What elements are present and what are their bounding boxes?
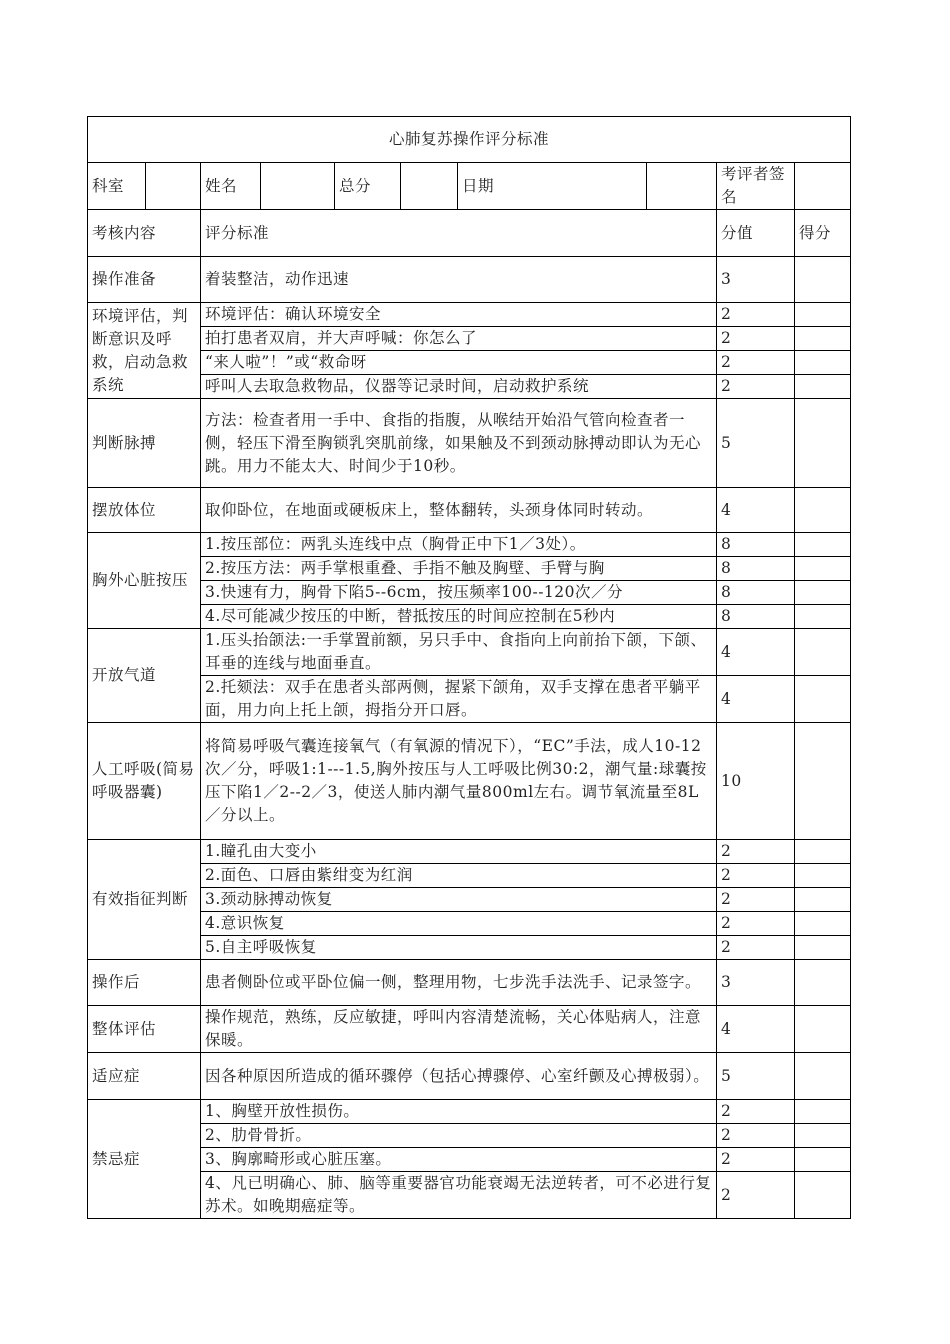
col-header-points: 分值 bbox=[717, 210, 795, 257]
criteria-signs-2: 2.面色、口唇由紫绀变为红润 bbox=[201, 864, 717, 888]
score-field[interactable] bbox=[795, 912, 851, 936]
dept-field[interactable] bbox=[146, 163, 201, 210]
col-header-score: 得分 bbox=[795, 210, 851, 257]
item-env: 环境评估，判断意识及呼救，启动急救系统 bbox=[88, 303, 201, 399]
criteria-contra-1: 1、胸壁开放性损伤。 bbox=[201, 1100, 717, 1124]
points-env-3: 2 bbox=[717, 351, 795, 375]
score-field[interactable] bbox=[795, 840, 851, 864]
item-contra: 禁忌症 bbox=[88, 1100, 201, 1219]
criteria-breath: 将简易呼吸气囊连接氧气（有氧源的情况下），“EC”手法，成人10-12次／分，呼吸1:1---1.5,胸外按压与人工呼吸比例30:2，潮气量:球囊按压下陷1／2--2／3，使送人肺内潮气量800ml左右。调节氧流量至8L／分以上。 bbox=[201, 723, 717, 840]
score-field[interactable] bbox=[795, 1124, 851, 1148]
points-contra-1: 2 bbox=[717, 1100, 795, 1124]
item-prep: 操作准备 bbox=[88, 257, 201, 303]
scoring-table bbox=[87, 116, 851, 1219]
col-header-criteria: 评分标准 bbox=[201, 210, 717, 257]
score-field[interactable] bbox=[795, 888, 851, 912]
examiner-signature-field[interactable] bbox=[795, 163, 851, 210]
score-field[interactable] bbox=[795, 327, 851, 351]
item-indication: 适应症 bbox=[88, 1053, 201, 1100]
criteria-env-4: 呼叫人去取急救物品，仪器等记录时间，启动救护系统 bbox=[201, 375, 717, 399]
criteria-position: 取仰卧位，在地面或硬板床上，整体翻转，头颈身体同时转动。 bbox=[201, 488, 717, 533]
col-header-content: 考核内容 bbox=[88, 210, 201, 257]
points-signs-3: 2 bbox=[717, 888, 795, 912]
points-compress-4: 8 bbox=[717, 605, 795, 629]
score-field[interactable] bbox=[795, 960, 851, 1006]
score-field[interactable] bbox=[795, 557, 851, 581]
examiner-label: 考评者签名 bbox=[717, 163, 795, 210]
criteria-airway-1: 1.压头抬颌法:一手掌置前额，另只手中、食指向上向前抬下颌，下颌、耳垂的连线与地面垂直。 bbox=[201, 629, 717, 676]
points-contra-3: 2 bbox=[717, 1148, 795, 1172]
score-field[interactable] bbox=[795, 1100, 851, 1124]
points-prep: 3 bbox=[717, 257, 795, 303]
score-field[interactable] bbox=[795, 723, 851, 840]
total-field[interactable] bbox=[401, 163, 458, 210]
criteria-contra-2: 2、肋骨骨折。 bbox=[201, 1124, 717, 1148]
points-breath: 10 bbox=[717, 723, 795, 840]
item-breath: 人工呼吸(简易呼吸器囊) bbox=[88, 723, 201, 840]
criteria-signs-3: 3.颈动脉搏动恢复 bbox=[201, 888, 717, 912]
points-after: 3 bbox=[717, 960, 795, 1006]
score-field[interactable] bbox=[795, 488, 851, 533]
dept-label: 科室 bbox=[88, 163, 146, 210]
points-compress-3: 8 bbox=[717, 581, 795, 605]
score-field[interactable] bbox=[795, 351, 851, 375]
score-field[interactable] bbox=[795, 303, 851, 327]
criteria-prep: 着装整洁，动作迅速 bbox=[201, 257, 717, 303]
score-field[interactable] bbox=[795, 864, 851, 888]
score-field[interactable] bbox=[795, 257, 851, 303]
score-field[interactable] bbox=[795, 533, 851, 557]
date-field[interactable] bbox=[647, 163, 717, 210]
criteria-pulse: 方法：检查者用一手中、食指的指腹，从喉结开始沿气管向检查者一侧，轻压下滑至胸锁乳突肌前缘，如果触及不到颈动脉搏动即认为无心跳。用力不能太大、时间少于10秒。 bbox=[201, 399, 717, 488]
criteria-compress-4: 4.尽可能减少按压的中断，替抵按压的时间应控制在5秒内 bbox=[201, 605, 717, 629]
item-pulse: 判断脉搏 bbox=[88, 399, 201, 488]
item-airway: 开放气道 bbox=[88, 629, 201, 723]
total-label: 总分 bbox=[335, 163, 401, 210]
points-signs-2: 2 bbox=[717, 864, 795, 888]
score-field[interactable] bbox=[795, 1053, 851, 1100]
points-position: 4 bbox=[717, 488, 795, 533]
score-field[interactable] bbox=[795, 629, 851, 676]
score-field[interactable] bbox=[795, 676, 851, 723]
points-contra-2: 2 bbox=[717, 1124, 795, 1148]
criteria-indication: 因各种原因所造成的循环骤停（包括心搏骤停、心室纤颤及心搏极弱）。 bbox=[201, 1053, 717, 1100]
score-field[interactable] bbox=[795, 936, 851, 960]
points-compress-2: 8 bbox=[717, 557, 795, 581]
points-airway-2: 4 bbox=[717, 676, 795, 723]
name-label: 姓名 bbox=[201, 163, 261, 210]
points-compress-1: 8 bbox=[717, 533, 795, 557]
criteria-compress-1: 1.按压部位：两乳头连线中点（胸骨正中下1／3处）。 bbox=[201, 533, 717, 557]
criteria-overall: 操作规范，熟练，反应敏捷，呼叫内容清楚流畅，关心体贴病人，注意保暖。 bbox=[201, 1006, 717, 1053]
criteria-env-3: “来人啦”！”或“救命呀 bbox=[201, 351, 717, 375]
score-field[interactable] bbox=[795, 1148, 851, 1172]
points-signs-1: 2 bbox=[717, 840, 795, 864]
points-env-2: 2 bbox=[717, 327, 795, 351]
name-field[interactable] bbox=[261, 163, 335, 210]
points-signs-5: 2 bbox=[717, 936, 795, 960]
points-signs-4: 2 bbox=[717, 912, 795, 936]
criteria-env-2: 拍打患者双肩，并大声呼喊：你怎么了 bbox=[201, 327, 717, 351]
criteria-contra-3: 3、胸廓畸形或心脏压塞。 bbox=[201, 1148, 717, 1172]
criteria-signs-5: 5.自主呼吸恢复 bbox=[201, 936, 717, 960]
points-env-4: 2 bbox=[717, 375, 795, 399]
criteria-airway-2: 2.托颏法：双手在患者头部两侧，握紧下颌角，双手支撑在患者平躺平面，用力向上托上颌，拇指分开口唇。 bbox=[201, 676, 717, 723]
criteria-signs-1: 1.瞳孔由大变小 bbox=[201, 840, 717, 864]
score-field[interactable] bbox=[795, 399, 851, 488]
item-position: 摆放体位 bbox=[88, 488, 201, 533]
score-field[interactable] bbox=[795, 581, 851, 605]
item-compress: 胸外心脏按压 bbox=[88, 533, 201, 629]
criteria-signs-4: 4.意识恢复 bbox=[201, 912, 717, 936]
item-after: 操作后 bbox=[88, 960, 201, 1006]
points-env-1: 2 bbox=[717, 303, 795, 327]
score-field[interactable] bbox=[795, 1172, 851, 1219]
points-airway-1: 4 bbox=[717, 629, 795, 676]
item-overall: 整体评估 bbox=[88, 1006, 201, 1053]
page-title: 心肺复苏操作评分标准 bbox=[88, 117, 851, 163]
points-pulse: 5 bbox=[717, 399, 795, 488]
points-contra-4: 2 bbox=[717, 1172, 795, 1219]
item-signs: 有效指征判断 bbox=[88, 840, 201, 960]
score-field[interactable] bbox=[795, 1006, 851, 1053]
date-label: 日期 bbox=[458, 163, 647, 210]
criteria-contra-4: 4、凡已明确心、肺、脑等重要器官功能衰竭无法逆转者，可不必进行复苏术。如晚期癌症等。 bbox=[201, 1172, 717, 1219]
criteria-after: 患者侧卧位或平卧位偏一侧，整理用物，七步洗手法洗手、记录签字。 bbox=[201, 960, 717, 1006]
score-field[interactable] bbox=[795, 605, 851, 629]
points-overall: 4 bbox=[717, 1006, 795, 1053]
points-indication: 5 bbox=[717, 1053, 795, 1100]
criteria-env-1: 环境评估：确认环境安全 bbox=[201, 303, 717, 327]
score-field[interactable] bbox=[795, 375, 851, 399]
criteria-compress-2: 2.按压方法：两手掌根重叠、手指不触及胸壁、手臂与胸 bbox=[201, 557, 717, 581]
criteria-compress-3: 3.快速有力，胸骨下陷5--6cm，按压频率100--120次／分 bbox=[201, 581, 717, 605]
